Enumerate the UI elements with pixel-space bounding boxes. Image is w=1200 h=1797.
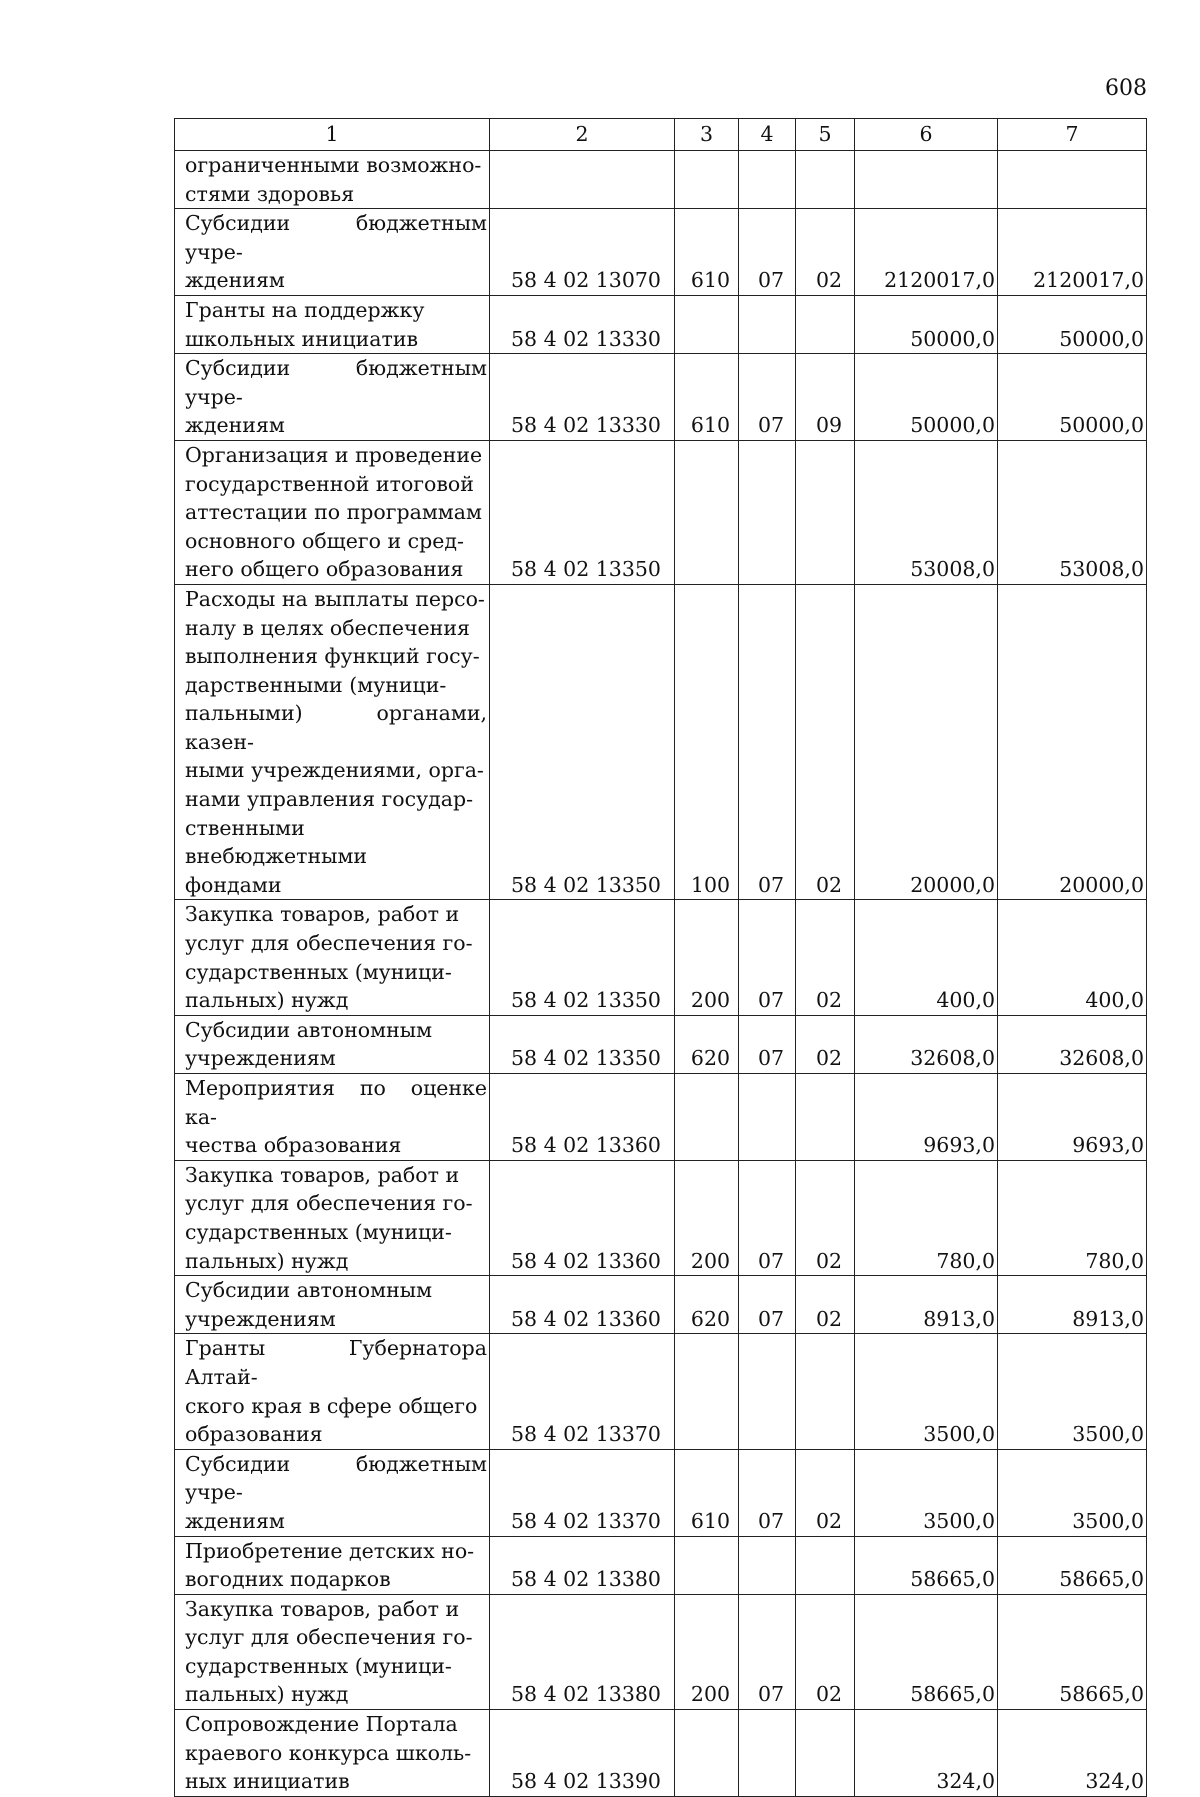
row-expense-type-cell [675,295,739,353]
row-section-cell: 07 [739,1015,796,1073]
row-name-cell: Субсидии автономным учреждениям [175,1276,490,1334]
row-code-cell: 58 4 02 13380 [490,1536,675,1594]
row-sum-1-cell: 3500,0 [855,1449,998,1536]
row-sum-1-cell: 9693,0 [855,1074,998,1161]
page-number: 608 [1105,76,1147,101]
row-sum-2-cell: 58665,0 [998,1594,1147,1709]
table-row [175,1160,1147,1275]
table-row [175,151,1147,209]
row-code-cell: 58 4 02 13370 [490,1449,675,1536]
row-sum-2-cell: 3500,0 [998,1449,1147,1536]
row-sum-2-cell: 58665,0 [998,1536,1147,1594]
row-sum-1-cell: 2120017,0 [855,209,998,296]
row-name-cell: Сопровождение Портала краевого конкурса школь- ных инициатив [175,1710,490,1797]
row-expense-type-cell: 200 [675,900,739,1015]
row-sum-2-cell: 32608,0 [998,1015,1147,1073]
row-code-cell: 58 4 02 13360 [490,1160,675,1275]
row-sum-2-cell: 20000,0 [998,584,1147,900]
row-subsection-cell: 02 [796,1449,855,1536]
row-subsection-cell [796,1334,855,1449]
row-expense-type-cell [675,1710,739,1797]
table-row [175,1015,1147,1073]
row-sum-2-cell: 3500,0 [998,1334,1147,1449]
row-code-cell: 58 4 02 13350 [490,1015,675,1073]
row-section-cell: 07 [739,1276,796,1334]
row-code-cell: 58 4 02 13350 [490,900,675,1015]
row-subsection-cell [796,1710,855,1797]
row-sum-2-cell: 324,0 [998,1710,1147,1797]
row-subsection-cell: 02 [796,1594,855,1709]
row-name-cell: Закупка товаров, работ и услуг для обеспечения го- сударственных (муници- пальных) нужд [175,1160,490,1275]
row-expense-type-cell [675,1334,739,1449]
row-sum-2-cell: 9693,0 [998,1074,1147,1161]
row-code-cell: 58 4 02 13390 [490,1710,675,1797]
table-row [175,1334,1147,1449]
row-section-cell: 07 [739,354,796,441]
table-row [175,1594,1147,1709]
row-expense-type-cell [675,1074,739,1161]
row-subsection-cell: 02 [796,900,855,1015]
row-section-cell [739,151,796,209]
table-row [175,584,1147,900]
row-name-cell: Гранты на поддержку школьных инициатив [175,295,490,353]
row-subsection-cell [796,1074,855,1161]
row-section-cell [739,1536,796,1594]
table-row [175,354,1147,441]
row-code-cell: 58 4 02 13350 [490,584,675,900]
row-code-cell: 58 4 02 13330 [490,295,675,353]
row-subsection-cell [796,440,855,584]
header-col-3: 3 [675,119,739,151]
row-code-cell: 58 4 02 13360 [490,1276,675,1334]
row-section-cell: 07 [739,1449,796,1536]
row-sum-1-cell: 32608,0 [855,1015,998,1073]
row-name-cell: Гранты Губернатора Алтай- ского края в сфере общего образования [175,1334,490,1449]
row-expense-type-cell: 620 [675,1276,739,1334]
row-sum-2-cell: 53008,0 [998,440,1147,584]
header-col-6: 6 [855,119,998,151]
row-code-cell: 58 4 02 13360 [490,1074,675,1161]
row-section-cell [739,440,796,584]
row-name-cell: Расходы на выплаты персо- налу в целях обеспечения выполнения функций госу- дарственными (муници- пальными) органами, казен- ными учреждениями, орга- нами управления государ- ственными внебюджетными фондами [175,584,490,900]
row-sum-2-cell: 400,0 [998,900,1147,1015]
row-subsection-cell: 02 [796,209,855,296]
row-section-cell [739,1334,796,1449]
row-code-cell [490,151,675,209]
header-col-4: 4 [739,119,796,151]
row-name-cell: Приобретение детских но- вогодних подарков [175,1536,490,1594]
row-section-cell: 07 [739,584,796,900]
row-name-cell: Субсидии бюджетным учре- ждениям [175,1449,490,1536]
row-name-cell: Организация и проведение государственной итоговой аттестации по программам основного общего и сред- него общего образования [175,440,490,584]
row-sum-2-cell: 50000,0 [998,354,1147,441]
table-row [175,1449,1147,1536]
row-sum-1-cell: 3500,0 [855,1334,998,1449]
row-section-cell [739,1074,796,1161]
row-subsection-cell [796,295,855,353]
row-code-cell: 58 4 02 13380 [490,1594,675,1709]
row-expense-type-cell: 200 [675,1594,739,1709]
row-subsection-cell: 09 [796,354,855,441]
row-name-cell: Закупка товаров, работ и услуг для обеспечения го- сударственных (муници- пальных) нужд [175,900,490,1015]
table-row [175,440,1147,584]
row-sum-1-cell: 780,0 [855,1160,998,1275]
row-code-cell: 58 4 02 13330 [490,354,675,441]
row-code-cell: 58 4 02 13370 [490,1334,675,1449]
row-code-cell: 58 4 02 13070 [490,209,675,296]
header-col-1: 1 [175,119,490,151]
row-section-cell: 07 [739,1160,796,1275]
row-expense-type-cell: 100 [675,584,739,900]
row-sum-1-cell: 53008,0 [855,440,998,584]
table-row [175,1536,1147,1594]
table-row [175,1276,1147,1334]
row-sum-2-cell: 8913,0 [998,1276,1147,1334]
row-subsection-cell: 02 [796,1276,855,1334]
row-name-cell: Субсидии бюджетным учре- ждениям [175,354,490,441]
row-expense-type-cell: 610 [675,209,739,296]
row-sum-1-cell: 8913,0 [855,1276,998,1334]
row-sum-1-cell: 20000,0 [855,584,998,900]
row-name-cell: Мероприятия по оценке ка- чества образования [175,1074,490,1161]
row-expense-type-cell [675,440,739,584]
header-row [175,119,1147,151]
header-col-5: 5 [796,119,855,151]
row-expense-type-cell: 610 [675,1449,739,1536]
row-section-cell [739,295,796,353]
table-row [175,900,1147,1015]
row-subsection-cell: 02 [796,1160,855,1275]
table-row [175,295,1147,353]
row-expense-type-cell [675,1536,739,1594]
row-expense-type-cell: 200 [675,1160,739,1275]
row-sum-1-cell: 400,0 [855,900,998,1015]
row-section-cell: 07 [739,900,796,1015]
budget-table [174,118,1147,1797]
row-expense-type-cell: 620 [675,1015,739,1073]
row-sum-1-cell: 58665,0 [855,1594,998,1709]
row-sum-2-cell: 780,0 [998,1160,1147,1275]
row-name-cell: Закупка товаров, работ и услуг для обеспечения го- сударственных (муници- пальных) нужд [175,1594,490,1709]
row-sum-2-cell: 50000,0 [998,295,1147,353]
row-subsection-cell [796,151,855,209]
row-name-cell: Субсидии автономным учреждениям [175,1015,490,1073]
row-subsection-cell [796,1536,855,1594]
row-expense-type-cell [675,151,739,209]
row-sum-2-cell [998,151,1147,209]
row-subsection-cell: 02 [796,1015,855,1073]
row-section-cell [739,1710,796,1797]
row-sum-1-cell: 324,0 [855,1710,998,1797]
table-row [175,1710,1147,1797]
row-expense-type-cell: 610 [675,354,739,441]
row-sum-1-cell: 50000,0 [855,295,998,353]
row-sum-1-cell: 50000,0 [855,354,998,441]
row-sum-1-cell [855,151,998,209]
row-name-cell: ограниченными возможно- стями здоровья [175,151,490,209]
row-section-cell: 07 [739,1594,796,1709]
row-sum-1-cell: 58665,0 [855,1536,998,1594]
table-row [175,1074,1147,1161]
table-row [175,209,1147,296]
row-code-cell: 58 4 02 13350 [490,440,675,584]
row-subsection-cell: 02 [796,584,855,900]
row-name-cell: Субсидии бюджетным учре- ждениям [175,209,490,296]
row-sum-2-cell: 2120017,0 [998,209,1147,296]
header-col-7: 7 [998,119,1147,151]
row-section-cell: 07 [739,209,796,296]
header-col-2: 2 [490,119,675,151]
